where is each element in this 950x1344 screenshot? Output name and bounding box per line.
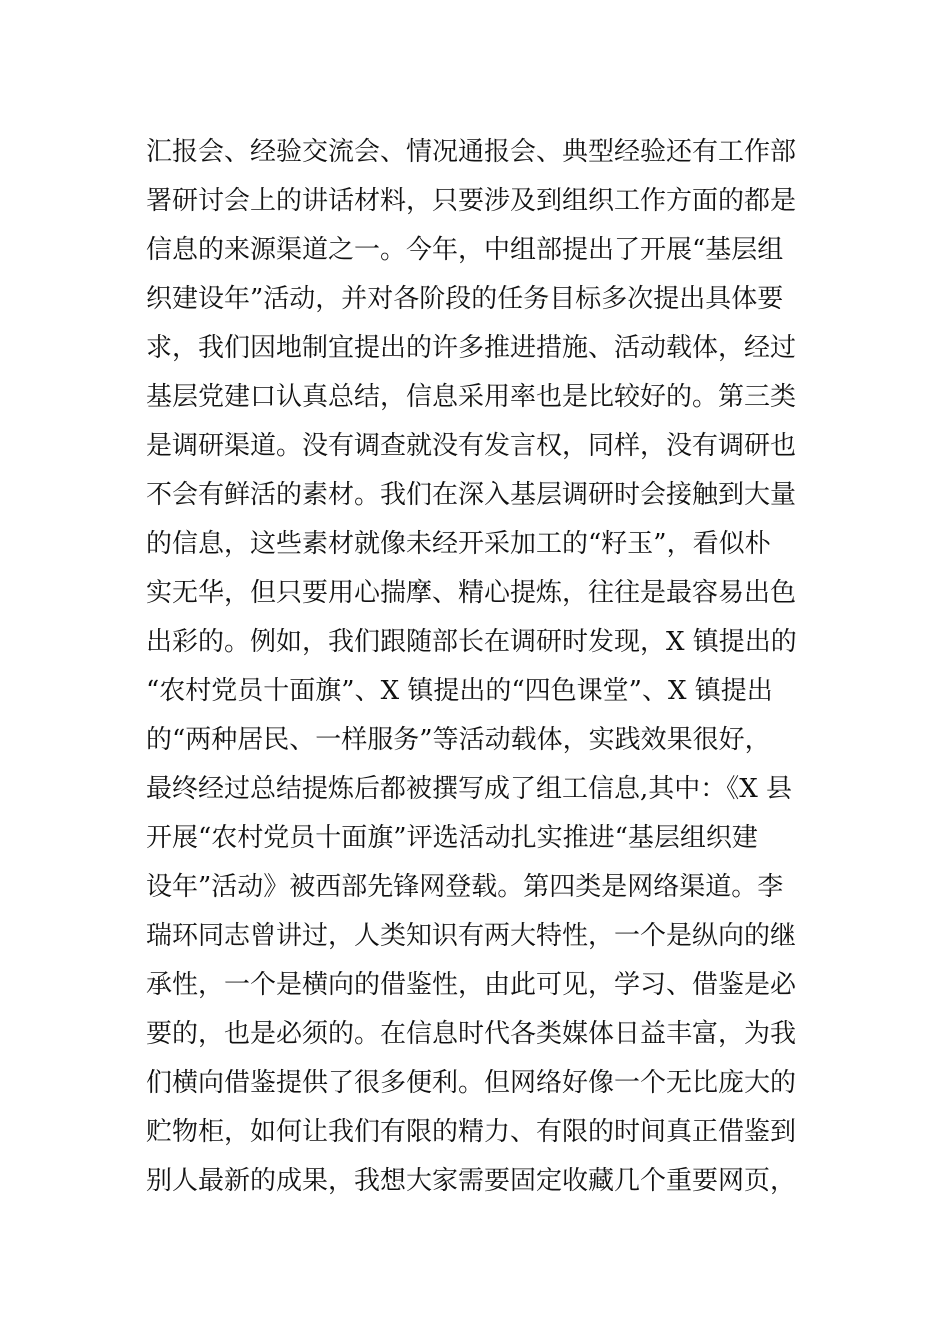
- text-line: 开展“农村党员十面旗”评选活动扎实推进“基层组织建: [146, 823, 758, 853]
- text-line: 瑞环同志曾讲过，人类知识有两大特性，一个是纵向的继: [146, 921, 797, 951]
- text-line: 信息的来源渠道之一。今年，中组部提出了开展“基层组: [146, 235, 784, 265]
- body-paragraph: [146, 128, 812, 1206]
- text-line: 求，我们因地制宜提出的许多推进措施、活动载体，经过: [146, 333, 797, 363]
- text-line: 织建设年”活动，并对各阶段的任务目标多次提出具体要: [146, 284, 784, 314]
- text-line: 是调研渠道。没有调查就没有发言权，同样，没有调研也: [146, 431, 797, 461]
- text-line: 不会有鲜活的素材。我们在深入基层调研时会接触到大量: [146, 480, 797, 510]
- text-line: 最终经过总结提炼后都被撰写成了组工信息,其中：《X 县: [146, 774, 793, 804]
- text-line: 别人最新的成果，我想大家需要固定收藏几个重要网页，: [146, 1166, 797, 1196]
- text-line: “农村党员十面旗”、X 镇提出的“四色课堂”、X 镇提出: [146, 676, 773, 706]
- text-line: 承性，一个是横向的借鉴性，由此可见，学习、借鉴是必: [146, 970, 797, 1000]
- text-line: 基层党建口认真总结，信息采用率也是比较好的。第三类: [146, 382, 797, 412]
- text-line: 的“两种居民、一样服务”等活动载体，实践效果很好，: [146, 725, 771, 755]
- text-line: 署研讨会上的讲话材料，只要涉及到组织工作方面的都是: [146, 186, 797, 216]
- text-line: 要的，也是必须的。在信息时代各类媒体日益丰富，为我: [146, 1019, 797, 1049]
- text-line: 实无华，但只要用心揣摩、精心提炼，往往是最容易出色: [146, 578, 797, 608]
- text-line: 贮物柜，如何让我们有限的精力、有限的时间真正借鉴到: [146, 1117, 797, 1147]
- text-line: 的信息，这些素材就像未经开采加工的“籽玉”，看似朴: [146, 529, 771, 559]
- text-line: 设年”活动》被西部先锋网登载。第四类是网络渠道。李: [146, 872, 784, 902]
- text-line: 出彩的。例如，我们跟随部长在调研时发现，X 镇提出的: [146, 627, 797, 657]
- text-line: 汇报会、经验交流会、情况通报会、典型经验还有工作部: [146, 137, 797, 167]
- text-line: 们横向借鉴提供了很多便利。但网络好像一个无比庞大的: [146, 1068, 797, 1098]
